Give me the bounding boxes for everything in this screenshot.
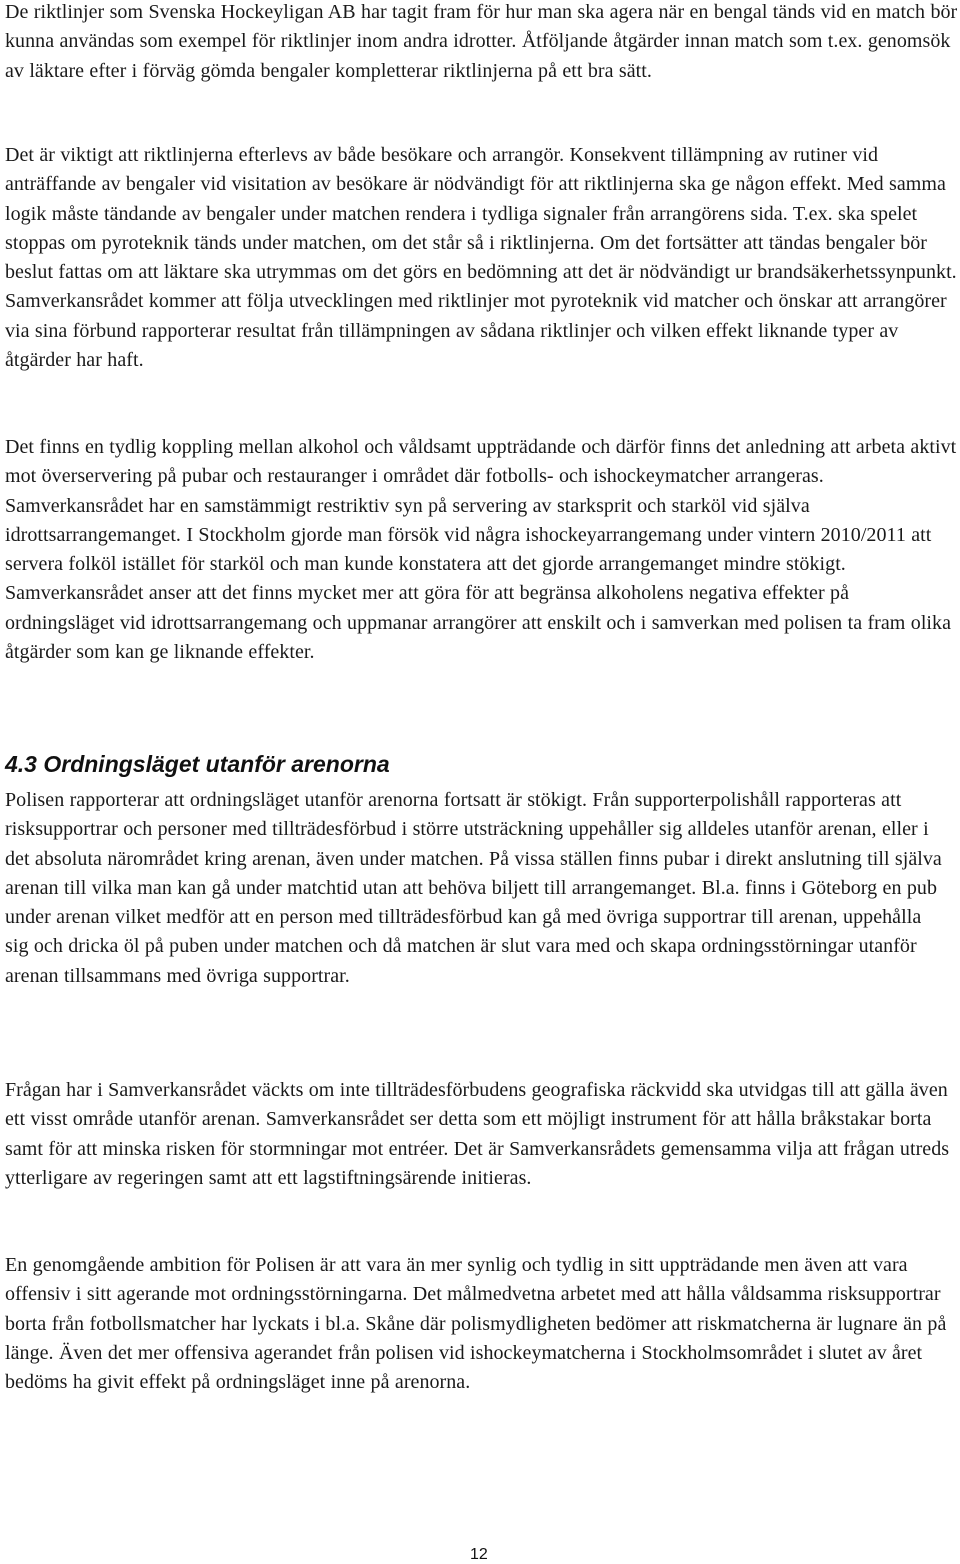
section-heading: 4.3 Ordningsläget utanför arenorna <box>5 751 390 777</box>
paragraph-access-ban-scope: Frågan har i Samverkansrådet väckts om inte tillträdesförbudens geografiska räckvidd ska utvidgas till att gälla även ett visst område utanför arenan. Samverkansrådet ser detta som ett möjligt instrument för att hålla bråkstakar borta samt för att minska risken för stormningar mot entréer. Det är Samverkansrådets gemensamma vilja att frågan utreds ytterligare av regeringen samt att ett lagstiftningsärende initieras. <box>5 1079 950 1189</box>
paragraph-guideline-compliance: Det är viktigt att riktlinjerna efterlevs av både besökare och arrangör. Konsekvent tillämpning av rutiner vid anträffande av bengaler vid visitation av besökare är nödvändigt för att riktlinjerna ska ge någon effekt. Med samma logik måste tändande av bengaler under matchen rendera i tydliga signaler från arrangörens sida. T.ex. ska spelet stoppas om pyroteknik tänds under matchen, om det står så i riktlinjerna. Om det fortsätter att tändas bengaler bör beslut fattas om att läktare ska utrymmas om det görs en bedömning att det är nödvändigt ur brandsäkerhetssynpunkt. Samverkansrådet kommer att följa utvecklingen med riktlinjer mot pyroteknik vid matcher och önskar att arrangörer via sina förbund rapporterar resultat från tillämpningen av sådana riktlinjer och vilken effekt liknande typer av åtgärder har haft. <box>5 144 957 372</box>
paragraph-bengal-guidelines: De riktlinjer som Svenska Hockeyligan AB har tagit fram för hur man ska agera när en bengal tänds vid en match bör kunna användas som exempel för riktlinjer inom andra idrotter. Åtföljande åtgärder innan match som t.ex. genomsök av läktare efter i förväg gömda bengaler kompletterar riktlinjerna på ett bra sätt. <box>5 1 958 82</box>
paragraph-order-outside-arenas: Polisen rapporterar att ordningsläget utanför arenorna fortsatt är stökigt. Från supporterpolishåll rapporteras att risksupportrar och personer med tillträdesförbud i större utsträckning uppehåller sig alldeles utanför arenan, eller i det absoluta närområdet kring arenan, även under matchen. På vissa ställen finns pubar i direkt anslutning till själva arenan till vilka man kan gå under matchtid utan att behöva biljett till arrangemanget. Bl.a. finns i Göteborg en pub under arenan vilket medför att en person med tillträdesförbud kan gå med övriga supportrar till arenan, uppehålla sig och dricka öl på puben under matchen och då matchen är slut vara med och skapa ordningsstörningar utanför arenan tillsammans med övriga supportrar. <box>5 789 942 987</box>
paragraph-police-ambition: En genomgående ambition för Polisen är att vara än mer synlig och tydlig in sitt uppträdande men även att vara offensiv i sitt agerande mot ordningsstörningarna. Det målmedvetna arbetet med att hålla våldsamma risksupportrar borta från fotbollsmatcher har lyckats i bl.a. Skåne där polismydligheten bedömer att riskmatcherna är lugnare än på länge. Även det mer offensiva agerandet från polisen vid ishockeymatcherna i Stockholmsområdet i slutet av året bedöms ha givit effekt på ordningsläget inne på arenorna. <box>5 1254 947 1394</box>
paragraph-alcohol-violence: Det finns en tydlig koppling mellan alkohol och våldsamt uppträdande och därför finns det anledning att arbeta aktivt mot överservering på pubar och restauranger i området där fotbolls- och ishockeymatcher arrangeras. Samverkansrådet har en samstämmigt restriktiv syn på servering av starksprit och starköl vid själva idrottsarrangemanget. I Stockholm gjorde man försök vid några ishockeyarrangemang under vintern 2010/2011 att servera folköl istället för starköl och man kunde konstatera att det gjorde arrangemanget mindre stökigt. Samverkansrådet anser att det finns mycket mer att göra för att begränsa alkoholens negativa effekter på ordningsläget vid idrottsarrangemang och uppmanar arrangörer att enskilt och i samverkan med polisen ta fram olika åtgärder som kan ge liknande effekter. <box>5 436 957 664</box>
page-number: 12 <box>470 1546 488 1563</box>
